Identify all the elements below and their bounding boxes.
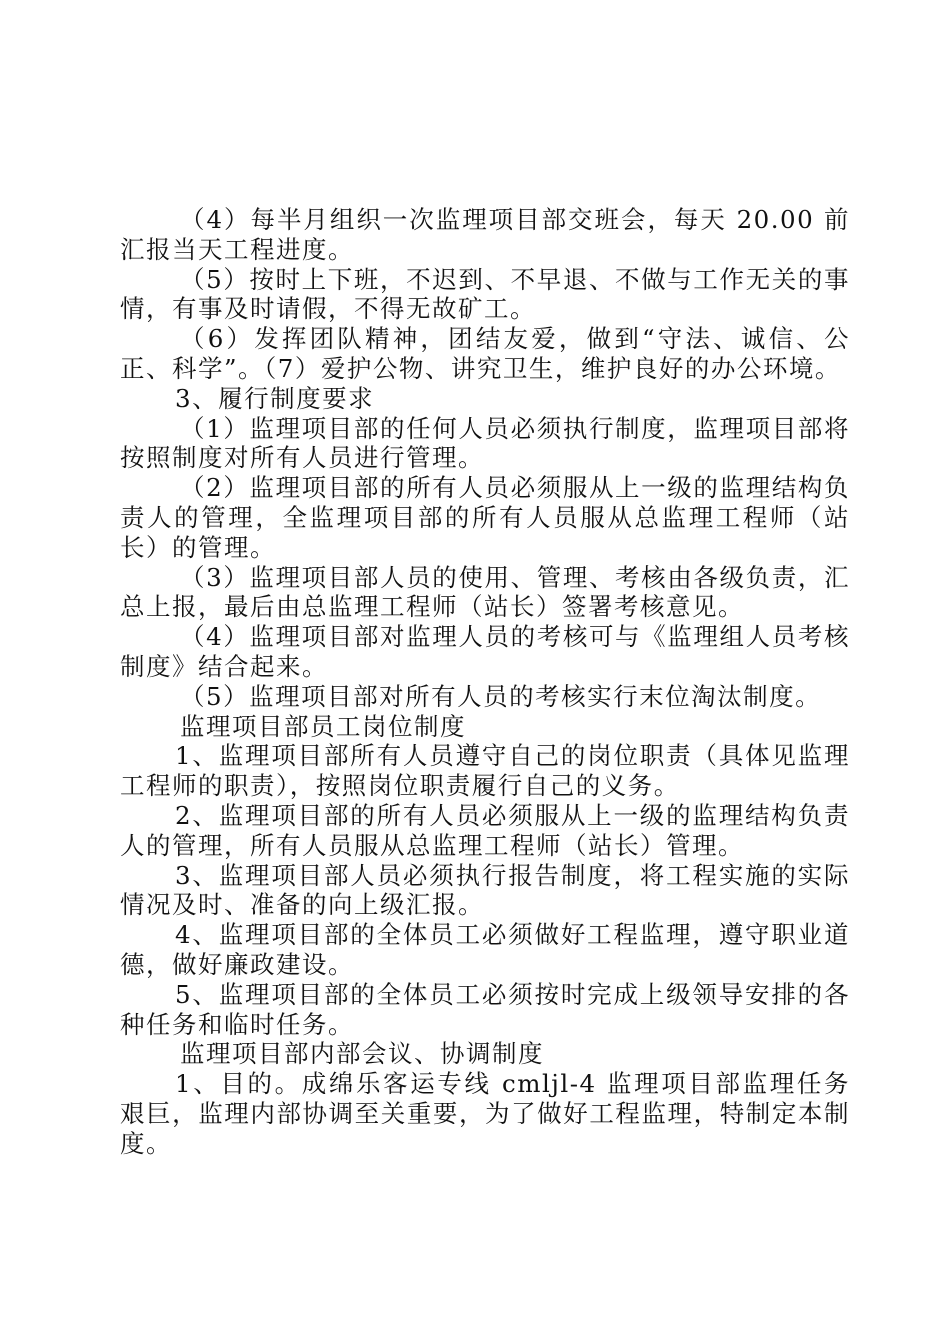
paragraph-duty-6-7: （6）发挥团队精神，团结友爱，做到“守法、诚信、公正、科学”。（7）爱护公物、讲究卫生，维护良好的办公环境。 bbox=[120, 324, 850, 383]
paragraph-post-1: 1、监理项目部所有人员遵守自己的岗位职责（具体见监理工程师的职责），按照岗位职责履行自己的义务。 bbox=[120, 741, 850, 801]
paragraph-post-3: 3、监理项目部人员必须执行报告制度，将工程实施的实际情况及时、准备的向上级汇报。 bbox=[120, 860, 850, 920]
section-heading-post-system: 监理项目部员工岗位制度 bbox=[180, 711, 466, 741]
paragraph-requirement-4: （4）监理项目部对监理人员的考核可与《监理组人员考核制度》结合起来。 bbox=[120, 622, 850, 681]
paragraph-post-4: 4、监理项目部的全体员工必须做好工程监理，遵守职业道德，做好廉政建设。 bbox=[120, 920, 850, 979]
paragraph-meeting-1: 1、目的。成绵乐客运专线 cmljl-4 监理项目部监理任务艰巨，监理内部协调至关重要，为了做好工程监理，特制定本制度。 bbox=[120, 1069, 850, 1158]
paragraph-duty-5: （5）按时上下班，不迟到、不早退、不做与工作无关的事情，有事及时请假，不得无故矿工。 bbox=[120, 264, 850, 324]
section-heading-requirements: 3、履行制度要求 bbox=[175, 383, 375, 413]
section-heading-meetings: 监理项目部内部会议、协调制度 bbox=[180, 1039, 544, 1069]
paragraph-duty-4: （4）每半月组织一次监理项目部交班会，每天 20.00 前汇报当天工程进度。 bbox=[120, 205, 850, 264]
paragraph-post-2: 2、监理项目部的所有人员必须服从上一级的监理结构负责人的管理，所有人员服从总监理工程师（站长）管理。 bbox=[120, 800, 850, 860]
paragraph-requirement-2: （2）监理项目部的所有人员必须服从上一级的监理结构负责人的管理，全监理项目部的所有人员服从总监理工程师（站长）的管理。 bbox=[120, 473, 850, 562]
paragraph-requirement-3: （3）监理项目部人员的使用、管理、考核由各级负责，汇总上报，最后由总监理工程师（站长）签署考核意见。 bbox=[120, 562, 850, 622]
paragraph-requirement-1: （1）监理项目部的任何人员必须执行制度，监理项目部将按照制度对所有人员进行管理。 bbox=[120, 413, 850, 473]
paragraph-requirement-5: （5）监理项目部对所有人员的考核实行末位淘汰制度。 bbox=[180, 681, 822, 711]
document-body bbox=[120, 205, 850, 1159]
paragraph-post-5: 5、监理项目部的全体员工必须按时完成上级领导安排的各种任务和临时任务。 bbox=[120, 979, 850, 1039]
